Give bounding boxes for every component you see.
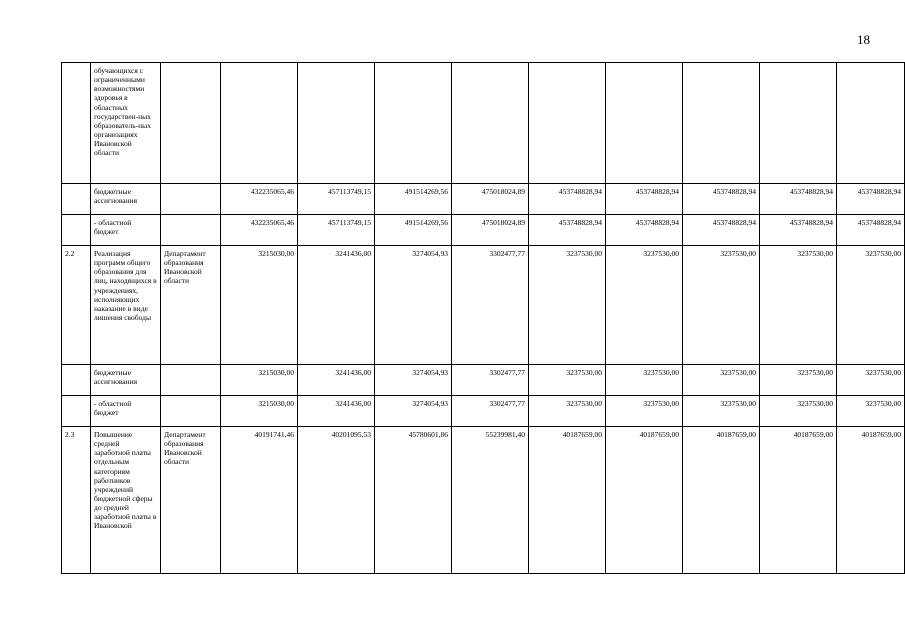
value-cell (760, 63, 837, 184)
value-cell: 475018024,89 (452, 215, 529, 246)
value-cell: 453748828,94 (606, 184, 683, 215)
table-row (62, 184, 905, 215)
value-cell: 3215030,00 (221, 396, 298, 427)
value-cell: 491514269,56 (375, 215, 452, 246)
value-cell: 453748828,94 (529, 184, 606, 215)
page-number: 18 (857, 32, 870, 47)
value-cell: 3215030,00 (221, 246, 298, 365)
table-row (62, 215, 905, 246)
table-row (62, 427, 905, 574)
value-cell: 40201095,53 (298, 427, 375, 574)
item-name-cell: бюджетные ассигнования (91, 184, 161, 215)
value-cell: 3237530,00 (529, 365, 606, 396)
item-name-cell: Реализация программ общего образования для лиц, находящихся в учреждениях, исполняющих наказание в виде лишения свободы (91, 246, 161, 365)
value-cell: 3237530,00 (529, 396, 606, 427)
value-cell: 40187659,00 (683, 427, 760, 574)
value-cell: 432235065,46 (221, 215, 298, 246)
value-cell: 3237530,00 (760, 246, 837, 365)
value-cell: 453748828,94 (606, 215, 683, 246)
value-cell: 40187659,00 (760, 427, 837, 574)
value-cell: 3237530,00 (760, 396, 837, 427)
item-name-cell: - областной бюджет (91, 215, 161, 246)
item-name-cell: - областной бюджет (91, 396, 161, 427)
value-cell (837, 63, 905, 184)
value-cell: 3237530,00 (529, 246, 606, 365)
table-row (62, 63, 905, 184)
executor-cell (161, 63, 221, 184)
item-name-cell: Повышение средней заработной платы отдельным категориям работников учреждений бюджетной сферы до средней заработной платы в Ивановской (91, 427, 161, 574)
value-cell: 3237530,00 (837, 365, 905, 396)
value-cell: 3237530,00 (606, 396, 683, 427)
table-row (62, 246, 905, 365)
executor-cell (161, 365, 221, 396)
value-cell (529, 63, 606, 184)
value-cell: 3237530,00 (837, 246, 905, 365)
executor-cell: Департамент образования Ивановской области (161, 427, 221, 574)
executor-cell (161, 215, 221, 246)
value-cell: 3241436,00 (298, 396, 375, 427)
value-cell (606, 63, 683, 184)
value-cell: 3274054,93 (375, 396, 452, 427)
value-cell: 3274054,93 (375, 246, 452, 365)
budget-table (61, 62, 905, 574)
value-cell: 3237530,00 (683, 365, 760, 396)
item-name-cell: обучающихся с ограниченными возможностями здоровья в областных государствен-ных образователь-ных организациях Ивановской области (91, 63, 161, 184)
item-name-cell: бюджетные ассигнования (91, 365, 161, 396)
value-cell: 457113749,15 (298, 215, 375, 246)
value-cell: 3215030,00 (221, 365, 298, 396)
value-cell (452, 63, 529, 184)
value-cell: 3241436,00 (298, 365, 375, 396)
value-cell: 3274054,93 (375, 365, 452, 396)
table-row (62, 365, 905, 396)
value-cell: 453748828,94 (760, 184, 837, 215)
value-cell: 457113749,15 (298, 184, 375, 215)
value-cell: 453748828,94 (760, 215, 837, 246)
value-cell (683, 63, 760, 184)
value-cell: 3237530,00 (760, 365, 837, 396)
value-cell: 432235065,46 (221, 184, 298, 215)
value-cell: 3302477,77 (452, 365, 529, 396)
row-number-cell (62, 365, 91, 396)
executor-cell (161, 396, 221, 427)
value-cell: 3241436,00 (298, 246, 375, 365)
value-cell (221, 63, 298, 184)
value-cell (375, 63, 452, 184)
value-cell (298, 63, 375, 184)
value-cell: 3302477,77 (452, 396, 529, 427)
value-cell: 40191741,46 (221, 427, 298, 574)
value-cell: 453748828,94 (837, 184, 905, 215)
table-row (62, 396, 905, 427)
value-cell: 491514269,56 (375, 184, 452, 215)
value-cell: 475018024,89 (452, 184, 529, 215)
value-cell: 453748828,94 (529, 215, 606, 246)
value-cell: 40187659,00 (837, 427, 905, 574)
value-cell: 3237530,00 (606, 246, 683, 365)
row-number-cell: 2.2 (62, 246, 91, 365)
value-cell: 453748828,94 (683, 215, 760, 246)
executor-cell (161, 184, 221, 215)
row-number-cell (62, 396, 91, 427)
row-number-cell: 2.3 (62, 427, 91, 574)
row-number-cell (62, 215, 91, 246)
value-cell: 453748828,94 (683, 184, 760, 215)
value-cell: 55239981,40 (452, 427, 529, 574)
value-cell: 3237530,00 (683, 246, 760, 365)
value-cell: 453748828,94 (837, 215, 905, 246)
value-cell: 3237530,00 (683, 396, 760, 427)
value-cell: 3302477,77 (452, 246, 529, 365)
value-cell: 40187659,00 (606, 427, 683, 574)
row-number-cell (62, 184, 91, 215)
value-cell: 3237530,00 (837, 396, 905, 427)
value-cell: 40187659,00 (529, 427, 606, 574)
value-cell: 3237530,00 (606, 365, 683, 396)
row-number-cell (62, 63, 91, 184)
value-cell: 45780601,86 (375, 427, 452, 574)
executor-cell: Департамент образования Ивановской области (161, 246, 221, 365)
